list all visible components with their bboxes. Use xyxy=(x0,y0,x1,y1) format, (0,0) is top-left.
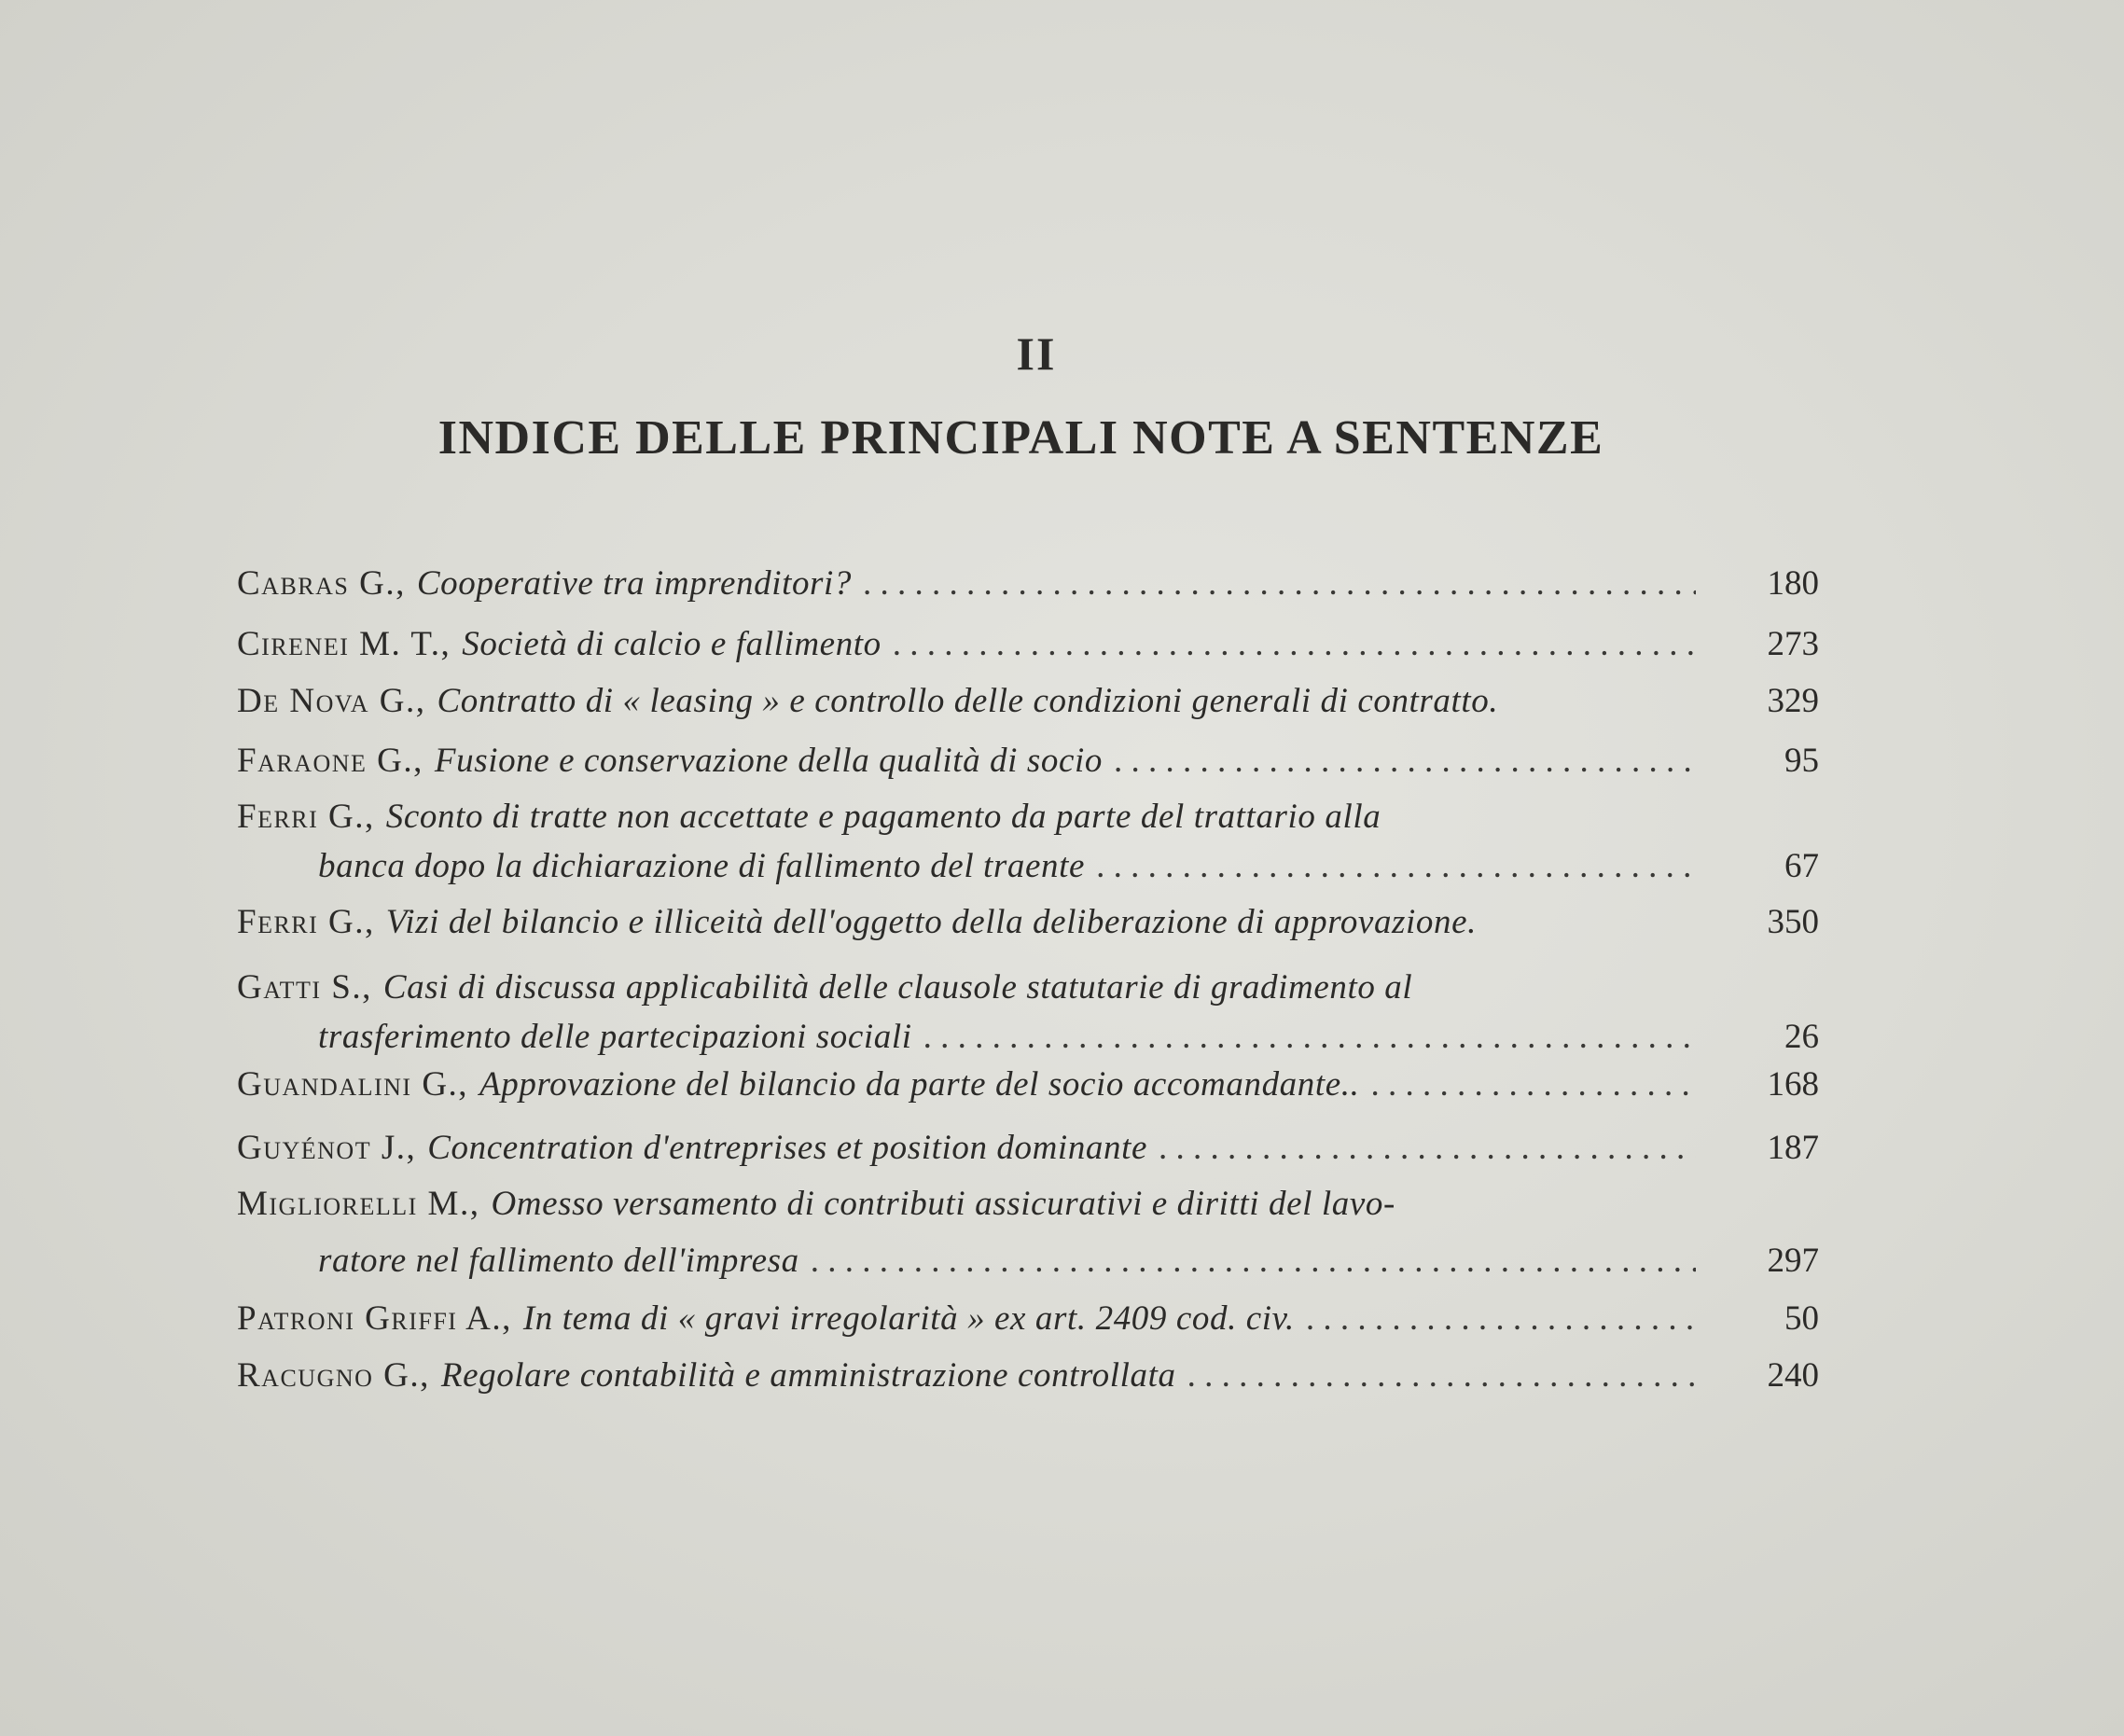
entry-author: Racugno G., xyxy=(237,1356,430,1395)
entry-author: Migliorelli M., xyxy=(237,1185,480,1223)
entry-author: Cirenei M. T., xyxy=(237,625,451,663)
index-entry-line xyxy=(237,797,1819,849)
entry-title: Casi di discussa applicabilità delle clausole statutarie di gradimento al xyxy=(382,968,1413,1007)
entry-page-number: 168 xyxy=(1767,1065,1819,1104)
index-entry-line xyxy=(237,902,1819,954)
dot-leader xyxy=(1159,1128,1696,1168)
index-entry-line xyxy=(318,1241,1819,1293)
index-entry-line xyxy=(318,846,1819,898)
entry-page-number: 50 xyxy=(1784,1299,1819,1338)
dot-leader xyxy=(1114,741,1696,781)
index-entry-line xyxy=(237,1128,1819,1180)
entry-author: De Nova G., xyxy=(237,682,426,720)
dot-leader xyxy=(863,563,1696,604)
entry-page-number: 180 xyxy=(1767,564,1819,603)
index-entry-line xyxy=(237,1064,1819,1117)
entry-title: Omesso versamento di contributi assicurativi e diritti del lavo- xyxy=(491,1185,1395,1223)
entry-page-number: 26 xyxy=(1784,1018,1819,1056)
index-entry-line xyxy=(237,681,1819,733)
entry-page-number: 187 xyxy=(1767,1129,1819,1167)
index-entry-line xyxy=(237,967,1819,1020)
entry-page-number: 67 xyxy=(1784,847,1819,885)
entry-page-number: 95 xyxy=(1784,742,1819,780)
dot-leader xyxy=(923,1017,1696,1057)
dot-leader xyxy=(811,1241,1696,1281)
dot-leader xyxy=(1306,1299,1696,1339)
entry-page-number: 273 xyxy=(1767,625,1819,663)
dot-leader xyxy=(1187,1355,1696,1396)
entry-title: Fusione e conservazione della qualità di socio xyxy=(434,742,1103,780)
entry-author: Faraone G., xyxy=(237,742,423,780)
index-entry-line xyxy=(237,1184,1819,1236)
entry-title: Approvazione del bilancio da parte del socio accomandante.. xyxy=(479,1065,1360,1104)
entry-title: Vizi del bilancio e illiceità dell'oggetto della deliberazione di approvazione. xyxy=(385,903,1477,941)
index-entry-line xyxy=(318,1017,1819,1069)
dot-leader xyxy=(1370,1064,1696,1104)
entry-title: Contratto di « leasing » e controllo delle condizioni generali di contratto. xyxy=(437,682,1499,720)
entry-title: Cooperative tra imprenditori? xyxy=(416,564,853,603)
entry-title: banca dopo la dichiarazione di fallimento del traente xyxy=(318,847,1086,885)
entry-page-number: 329 xyxy=(1767,682,1819,720)
dot-leader xyxy=(893,624,1696,664)
entry-author: Gatti S., xyxy=(237,968,372,1007)
entry-page-number: 240 xyxy=(1767,1356,1819,1395)
index-entry-line xyxy=(237,1355,1819,1408)
entry-author: Ferri G., xyxy=(237,798,375,836)
entry-page-number: 297 xyxy=(1767,1242,1819,1280)
dot-leader xyxy=(1096,846,1696,886)
entry-author: Patroni Griffi A., xyxy=(237,1299,512,1338)
entry-author: Guandalini G., xyxy=(237,1065,469,1104)
entry-title: ratore nel fallimento dell'impresa xyxy=(318,1242,799,1280)
entry-author: Guyénot J., xyxy=(237,1129,417,1167)
index-entry-line xyxy=(237,1299,1819,1351)
section-number: II xyxy=(1016,327,1057,380)
entry-author: Ferri G., xyxy=(237,903,375,941)
entry-title: In tema di « gravi irregolarità » ex art. 2409 cod. civ. xyxy=(522,1299,1295,1338)
index-entry-line xyxy=(237,741,1819,793)
entry-title: Concentration d'entreprises et position dominante xyxy=(427,1129,1148,1167)
section-title: INDICE DELLE PRINCIPALI NOTE A SENTENZE xyxy=(437,411,1604,465)
index-entry-line xyxy=(237,563,1819,616)
entry-title: Regolare contabilità e amministrazione controllata xyxy=(440,1356,1176,1395)
entry-author: Cabras G., xyxy=(237,564,406,603)
entry-title: trasferimento delle partecipazioni sociali xyxy=(318,1018,912,1056)
index-entry-line xyxy=(237,624,1819,676)
entry-title: Società di calcio e fallimento xyxy=(462,625,882,663)
entry-title: Sconto di tratte non accettate e pagamento da parte del trattario alla xyxy=(385,798,1381,836)
entry-page-number: 350 xyxy=(1767,903,1819,941)
